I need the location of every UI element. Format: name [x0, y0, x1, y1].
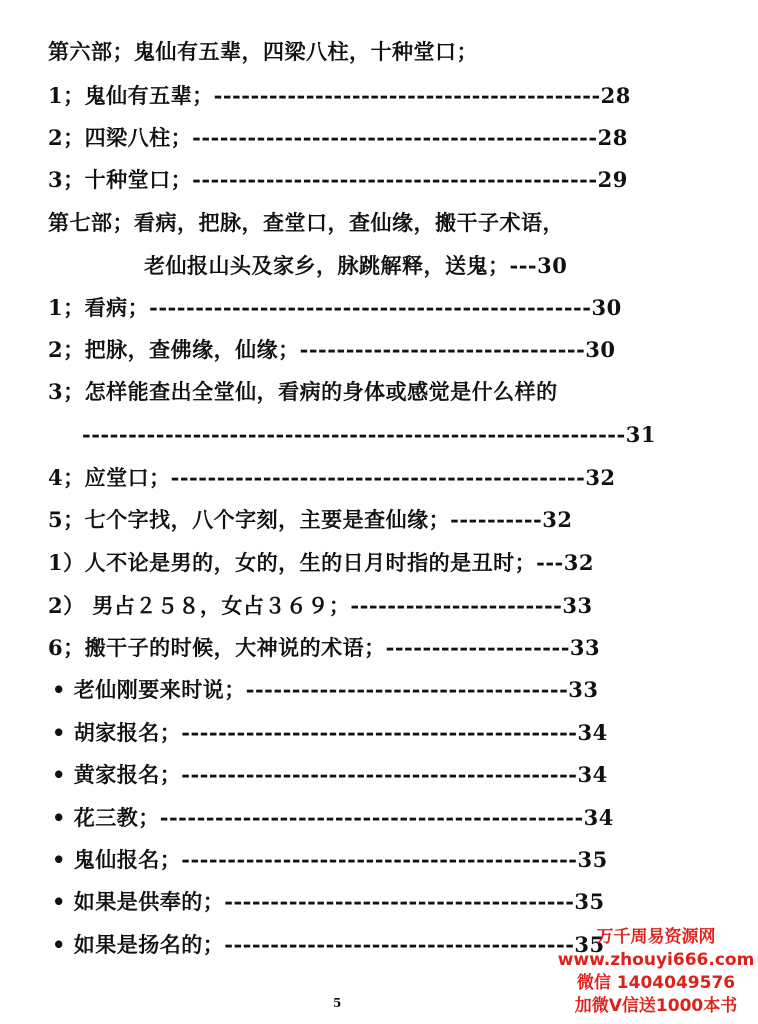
toc-subentry: 2） 男占２５８，女占３６９；-----------------------33	[48, 593, 593, 618]
toc-heading-part-7-continued: 老仙报山头及家乡，脉跳解释，送鬼；---30	[144, 253, 568, 278]
toc-entry: 5；七个字找，八个字刻，主要是查仙缘；----------32	[48, 507, 573, 532]
toc-entry: 2；四梁八柱；--------------------------------------------28	[48, 125, 628, 150]
toc-bullet-entry: • 老仙刚要来时说；-----------------------------------33	[52, 677, 599, 702]
toc-bullet-entry: • 胡家报名；-------------------------------------------34	[52, 720, 608, 745]
toc-entry: 1；鬼仙有五辈；------------------------------------------28	[48, 83, 631, 108]
toc-entry: 3；怎样能查出全堂仙，看病的身体或感觉是什么样的	[48, 379, 558, 404]
toc-bullet-entry: • 如果是供奉的；--------------------------------------35	[52, 889, 605, 914]
watermark-offer: 加微V信送1000本书	[574, 996, 738, 1016]
toc-bullet-entry: • 花三教；----------------------------------------------34	[52, 805, 614, 830]
watermark-site-name: 万千周易资源网	[596, 927, 716, 947]
toc-heading-part-7: 第七部；看病，把脉，查堂口，查仙缘，搬干子术语，	[48, 210, 564, 235]
toc-entry: 6；搬干子的时候，大神说的术语；--------------------33	[48, 635, 601, 660]
toc-entry-continued: -----------------------------------------------------------31	[82, 422, 656, 447]
toc-bullet-entry: • 如果是扬名的；--------------------------------------35	[52, 932, 605, 957]
watermark-url: www.zhouyi666.com	[557, 950, 755, 970]
toc-entry: 1；看病；------------------------------------------------30	[48, 295, 622, 320]
toc-bullet-entry: • 黄家报名；-------------------------------------------34	[52, 762, 608, 787]
toc-subentry: 1）人不论是男的，女的，生的日月时指的是丑时；---32	[48, 550, 594, 575]
toc-bullet-entry: • 鬼仙报名；-------------------------------------------35	[52, 847, 608, 872]
toc-entry: 2；把脉，查佛缘，仙缘；-------------------------------30	[48, 337, 616, 362]
watermark-wechat: 微信 1404049576	[576, 973, 736, 993]
watermark	[556, 926, 756, 1018]
toc-entry: 3；十种堂口；--------------------------------------------29	[48, 167, 628, 192]
page-number: 5	[333, 996, 342, 1010]
toc-heading-part-6: 第六部；鬼仙有五辈，四梁八柱，十种堂口；	[48, 39, 478, 64]
toc-entry: 4；应堂口；---------------------------------------------32	[48, 465, 616, 490]
